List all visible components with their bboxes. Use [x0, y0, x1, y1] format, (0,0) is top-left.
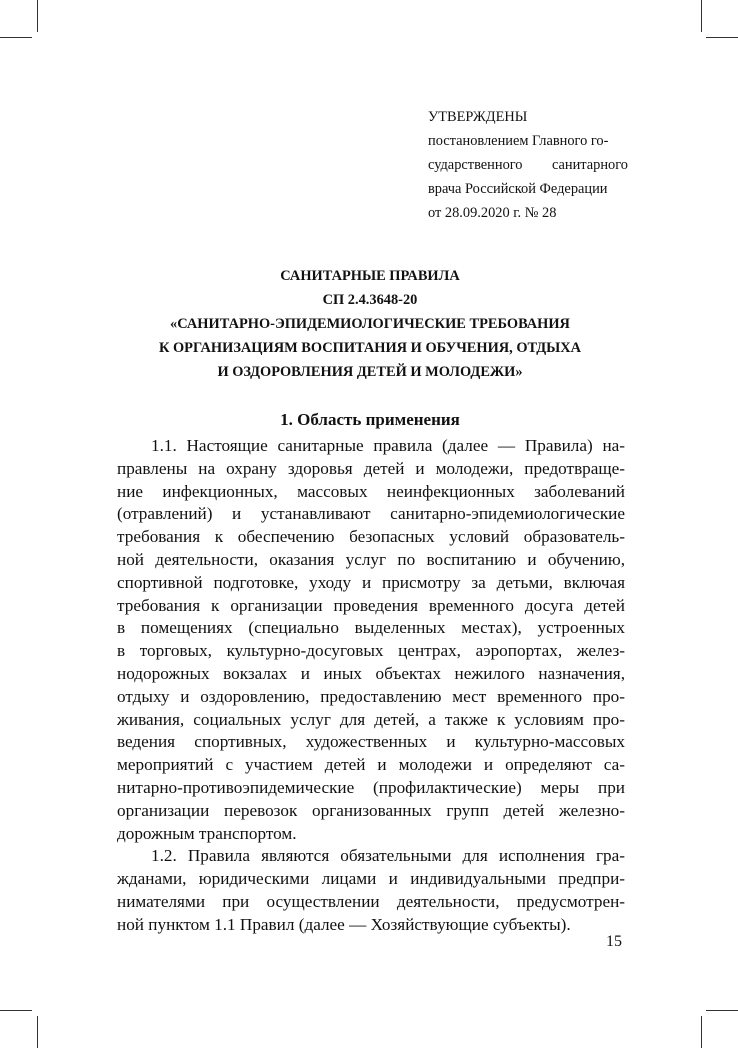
paragraph-line: нитарно-противоэпидемические (профилактические) меры при: [117, 777, 625, 797]
paragraph-line: спортивной подготовке, уходу и присмотру за детьми, включая: [117, 572, 625, 592]
approval-line: от 28.09.2020 г. № 28: [428, 205, 557, 221]
paragraph-line: дорожным транспортом.: [117, 823, 297, 843]
paragraph-line: ной пунктом 1.1 Правил (далее — Хозяйствующие субъекты).: [117, 914, 571, 934]
paragraph-line: ной деятельности, оказания услуг по воспитанию и обучению,: [117, 549, 625, 569]
crop-mark: [706, 37, 738, 38]
paragraph-line: ведения спортивных, художественных и культурно-массовых: [117, 732, 625, 752]
page-number: 15: [606, 933, 622, 950]
approval-line: сударственного санитарного: [428, 157, 628, 173]
crop-mark: [701, 1016, 702, 1048]
title-line: «САНИТАРНО-ЭПИДЕМИОЛОГИЧЕСКИЕ ТРЕБОВАНИЯ: [170, 316, 570, 332]
crop-mark: [0, 1010, 32, 1011]
paragraph-line: (отравлений) и устанавливают санитарно-эпидемиологические: [117, 504, 625, 524]
crop-mark: [706, 1010, 738, 1011]
paragraph-line: нодорожных вокзалах и иных объектах нежилого назначения,: [117, 663, 625, 683]
paragraph-line: нимателями при осуществлении деятельности, предусмотрен-: [117, 891, 625, 911]
paragraph-line: ние инфекционных, массовых неинфекционных заболеваний: [117, 481, 625, 501]
crop-mark: [37, 0, 38, 32]
title-line: К ОРГАНИЗАЦИЯМ ВОСПИТАНИЯ И ОБУЧЕНИЯ, ОТДЫХА: [158, 340, 582, 356]
approval-line: врача Российской Федерации: [428, 181, 608, 197]
paragraph-line: правлены на охрану здоровья детей и молодежи, предотвраще-: [117, 458, 625, 478]
crop-mark: [37, 1016, 38, 1048]
paragraph-line: требования к обеспечению безопасных условий образователь-: [117, 527, 625, 547]
title-line: САНИТАРНЫЕ ПРАВИЛА: [280, 268, 460, 284]
document-title: [110, 264, 630, 384]
paragraph-line: в торговых, культурно-досуговых центрах, аэропортах, желез-: [117, 641, 625, 661]
paragraph-line: отдыху и оздоровлению, предоставлению мест временного про-: [117, 686, 625, 706]
crop-mark: [0, 37, 32, 38]
paragraph-line: живания, социальных услуг для детей, а также к условиям про-: [117, 709, 625, 729]
paragraph-line: требования к организации проведения временного досуга детей: [117, 595, 625, 615]
section-heading: 1. Область применения: [280, 410, 460, 429]
approval-line: УТВЕРЖДЕНЫ: [428, 109, 528, 125]
paragraph-line: мероприятий с участием детей и молодежи и определяют са-: [117, 755, 625, 775]
paragraph-line: жданами, юридическими лицами и индивидуальными предпри-: [117, 869, 625, 889]
paragraph-line: 1.2. Правила являются обязательными для исполнения гра-: [151, 846, 625, 866]
approval-line: постановлением Главного го-: [428, 133, 609, 149]
paragraph-line: организации перевозок организованных групп детей железно-: [117, 800, 625, 820]
section-body: [117, 435, 625, 937]
crop-mark: [701, 0, 702, 32]
title-line: СП 2.4.3648-20: [322, 292, 418, 308]
paragraph-line: в помещениях (специально выделенных местах), устроенных: [117, 618, 625, 638]
paragraph-line: 1.1. Настоящие санитарные правила (далее — Правила) на-: [151, 436, 625, 455]
title-line: И ОЗДОРОВЛЕНИЯ ДЕТЕЙ И МОЛОДЕЖИ»: [217, 364, 523, 380]
approval-block: [428, 105, 628, 225]
